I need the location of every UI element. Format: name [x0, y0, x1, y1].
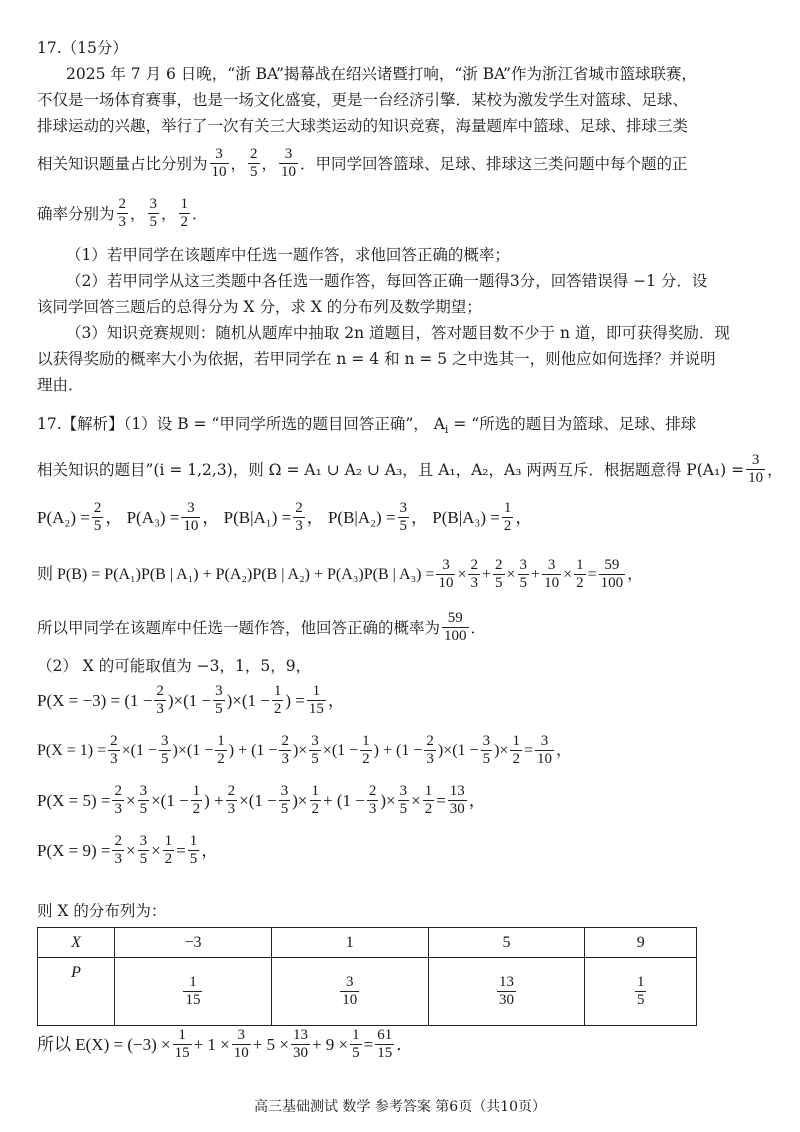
fraction-3-10: $\frac{3}{10}$ [748, 452, 764, 486]
rate-line: 确率分别为 $\frac{2}{3}$ ， $\frac{3}{5}$ ， $\frac{1}{2}$ ． [37, 196, 208, 230]
table-cell: 9 [585, 928, 697, 958]
ratio-line: 相关知识题量占比分别为 $\frac{3}{10}$ ， $\frac{2}{5}$ ， $\frac{3}{10}$ ．甲同学回答篮球、足球、排球这三类问题中每个题的正 [37, 146, 688, 180]
fraction-1-5: $\frac{1}{5}$ [189, 833, 198, 867]
table-cell: P [38, 958, 115, 1026]
table-cell: 5 [428, 928, 585, 958]
ratio-suffix: ．甲同学回答篮球、足球、排球这三类问题中每个题的正 [300, 154, 688, 173]
fraction-1-2: $\frac{1}{2}$ [503, 500, 512, 534]
table-cell: X [38, 928, 115, 958]
sub-question-3-line1: （3）知识竞赛规则：随机从题库中抽取 2n 道题目，答对题目数不少于 n 道，即可获得奖励．现 [66, 324, 730, 342]
distribution-table [37, 927, 697, 1026]
fraction-2-5: $\frac{2}{5}$ [250, 146, 258, 180]
fraction-2-3: $\frac{2}{3}$ [295, 500, 303, 534]
table-cell: 1 [271, 928, 428, 958]
fraction-3-10: $\frac{3}{10}$ [281, 146, 297, 180]
distribution-label: 则 X 的分布列为： [37, 902, 167, 920]
prob-x-1: P(X = 1) = $\frac{2}{3}$ ×(1 − $\frac{3}{5}$ )×(1 − $\frac{1}{2}$ ) + (1 − $\frac{2}{3}$ )× $\frac{3}{5}$ ×(1 − $\frac{1}{2}$ ) + (1 − $\frac{2}{3}$ )×(1 − $\frac{3}{5}$ )× $\frac{1}{2}$ = $\frac{3}{10}$ ， [37, 733, 572, 767]
part2-head: （2） X 的可能取值为 −3，1，5，9， [37, 657, 312, 675]
sub-question-3-line2: 以获得奖励的概率大小为依据，若甲同学在 n = 4 和 n = 5 之中选其一，则他应如何选择？并说明 [37, 350, 716, 368]
fraction-1-15: $\frac{1}{15}$ [308, 683, 324, 717]
table-cell: $\frac{3}{10}$ [271, 958, 428, 1026]
table-row-p [38, 958, 697, 1026]
ratio-prefix: 相关知识题量占比分别为 [37, 154, 208, 173]
table-cell: $\frac{13}{30}$ [428, 958, 585, 1026]
fraction-3-5: $\frac{3}{5}$ [399, 500, 408, 534]
question-intro-line2: 不仅是一场体育赛事，也是一场文化盛宴，更是一台经济引擎．某校为激发学生对篮球、足球、 [37, 91, 689, 109]
question-number: 17.（15分） [37, 39, 128, 57]
sub-question-3-line3: 理由． [37, 376, 84, 394]
fraction-13-30: $\frac{13}{30}$ [449, 783, 465, 817]
solution-line5: 所以甲同学在该题库中任选一题作答，他回答正确的概率为 $\frac{59}{100}$ ． [37, 610, 487, 644]
question-intro-line1: 2025 年 7 月 6 日晚，“浙 BA”揭幕战在绍兴诸暨打响，“浙 BA”作为浙江省城市篮球联赛， [66, 65, 697, 83]
sub-question-2-line1: （2）若甲同学从这三类题中各任选一题作答，每回答正确一题得3分，回答错误得 −1 分．设 [66, 272, 708, 290]
table-cell: −3 [115, 928, 272, 958]
sub-question-1: （1）若甲同学在该题库中任选一题作答，求他回答正确的概率； [66, 246, 510, 264]
fraction-3-10: $\frac{3}{10}$ [211, 146, 227, 180]
fraction-59-100: $\frac{59}{100}$ [600, 557, 624, 591]
prob-x-5: P(X = 5) = $\frac{2}{3}$ × $\frac{3}{5}$ ×(1 − $\frac{1}{2}$ ) + $\frac{2}{3}$ ×(1 − $\frac{3}{5}$ )× $\frac{1}{2}$ + (1 − $\frac{2}{3}$ )× $\frac{3}{5}$ × $\frac{1}{2}$ = $\frac{13}{30}$ ， [37, 783, 486, 817]
fraction-61-15: $\frac{61}{15}$ [377, 1027, 393, 1061]
fraction-59-100: $\frac{59}{100}$ [444, 610, 467, 644]
table-cell: $\frac{1}{15}$ [115, 958, 272, 1026]
solution-line2: 相关知识的题目”(i = 1,2,3)，则 Ω = A₁ ∪ A₂ ∪ A₃，且 A₁，A₂，A₃ 两两互斥．根据题意得 P(A₁) = $\frac{3}{10}$ ， [37, 452, 783, 486]
question-intro-line3: 排球运动的兴趣，举行了一次有关三大球类运动的知识竞赛，海量题库中篮球、足球、排球三类 [37, 117, 689, 135]
fraction-3-10: $\frac{3}{10}$ [536, 733, 552, 767]
solution-line3: P(A₂) = $\frac{2}{5}$ ， P(A₃) = $\frac{3}{10}$ ， P(B|A₁) = $\frac{2}{3}$ ， P(B|A₂) = $\frac{3}{5}$ ， P(B|A₃) = $\frac{1}{2}$ ， [37, 500, 533, 534]
fraction-3-5: $\frac{3}{5}$ [149, 196, 158, 230]
expectation-line: 所以 E(X) = (−3) × $\frac{1}{15}$ + 1 × $\frac{3}{10}$ + 5 × $\frac{13}{30}$ + 9 × $\frac{1}{5}$ = $\frac{61}{15}$ ． [37, 1027, 414, 1061]
table-cell: $\frac{1}{5}$ [585, 958, 697, 1026]
prob-x-9: P(X = 9) = $\frac{2}{3}$ × $\frac{3}{5}$ × $\frac{1}{2}$ = $\frac{1}{5}$ ， [37, 833, 219, 867]
rate-prefix: 确率分别为 [37, 204, 115, 223]
fraction-2-5: $\frac{2}{5}$ [93, 500, 102, 534]
sub-question-2-line2: 该同学回答三题后的总得分为 X 分，求 X 的分布列及数学期望； [37, 298, 482, 316]
page-footer: 高三基础测试 数学 参考答案 第6页（共10页） [253, 1099, 547, 1115]
table-row-x [38, 928, 697, 958]
rate-suffix: ． [192, 204, 208, 223]
fraction-3-10: $\frac{3}{10}$ [183, 500, 199, 534]
prob-x-minus3: P(X = −3) = (1 − $\frac{2}{3}$ )×(1 − $\frac{3}{5}$ )×(1 − $\frac{1}{2}$ ) = $\frac{1}{15}$ ， [37, 683, 345, 717]
fraction-2-3: $\frac{2}{3}$ [118, 196, 127, 230]
fraction-1-2: $\frac{1}{2}$ [180, 196, 189, 230]
solution-head: 17.【解析】（1）设 B = “甲同学所选的题目回答正确”， $A_i$ = “所选的题目为篮球、足球、排球 [37, 415, 697, 437]
solution-line4: 则 P(B) = P(A₁)P(B | A₁) + P(A₂)P(B | A₂) + P(A₃)P(B | A₃) = $\frac{3}{10}$ × $\frac{2}{3}$ + $\frac{2}{5}$ × $\frac{3}{5}$ + $\frac{3}{10}$ × $\frac{1}{2}$ = $\frac{59}{100}$ ， [37, 557, 644, 591]
